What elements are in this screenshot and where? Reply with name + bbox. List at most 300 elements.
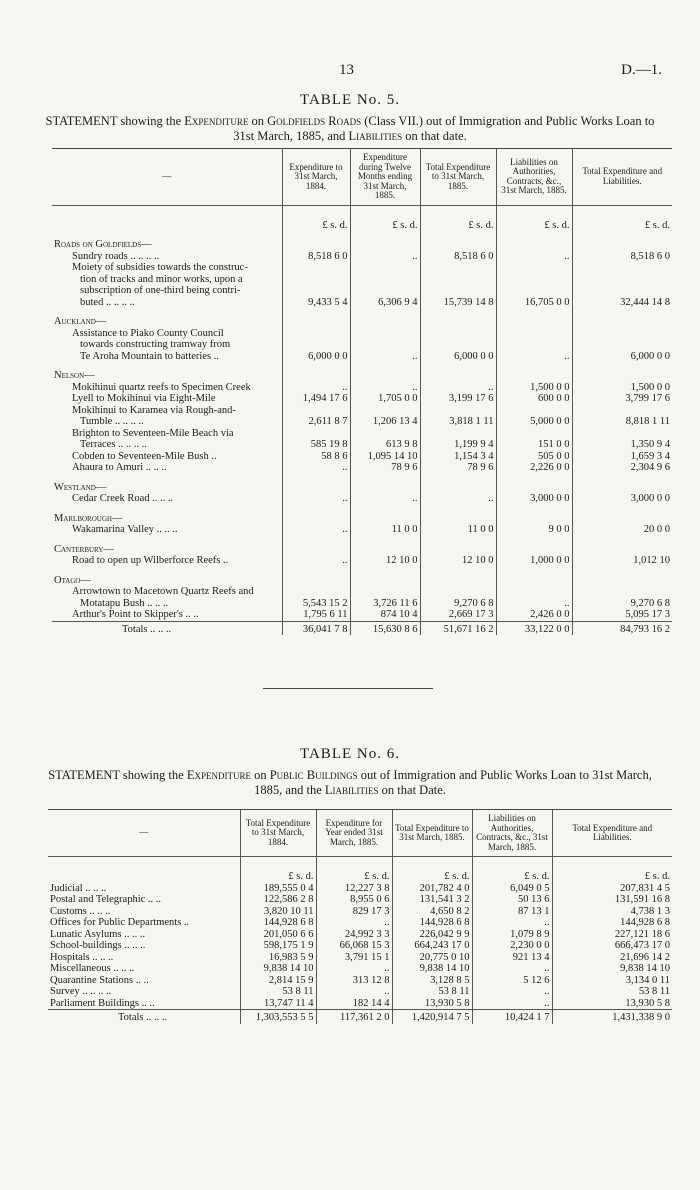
cell-value (572, 586, 672, 598)
table-row (52, 285, 672, 297)
cell-value (420, 285, 496, 297)
cell-value: 1,012 10 (572, 555, 672, 567)
table-row (52, 339, 672, 351)
cell-value: 4,650 8 2 (392, 906, 472, 918)
cell-value (350, 428, 420, 440)
cell-value: 8,518 6 0 (282, 251, 350, 263)
cell-value: 2,230 0 0 (472, 940, 552, 952)
currency-label: £ s. d. (316, 857, 392, 883)
cell-value (282, 405, 350, 417)
cell-value (420, 262, 496, 274)
currency-label: £ s. d. (240, 857, 316, 883)
row-label: Roads on Goldfields— (54, 239, 152, 250)
table-6-title: TABLE No. 6. (300, 746, 400, 762)
cell-value: 12 10 0 (350, 555, 420, 567)
cell-value (350, 285, 420, 297)
cell-value: 12,227 3 8 (316, 883, 392, 895)
cell-value: 2,226 0 0 (496, 462, 572, 474)
cell-value (496, 567, 572, 587)
cell-value (350, 328, 420, 340)
row-label: towards constructing tramway from (80, 339, 231, 350)
table-row (48, 929, 672, 941)
cell-value (420, 308, 496, 328)
row-label: Assistance to Piako County Council (72, 327, 224, 339)
row-label: Otago— (54, 574, 91, 586)
cell-value: .. (472, 963, 552, 975)
cell-value (572, 362, 672, 382)
cell-value: 20,775 0 10 (392, 952, 472, 964)
table-5 (52, 148, 672, 635)
table-row (48, 906, 672, 918)
cell-value: 3,726 11 6 (350, 598, 420, 610)
cell-value: 3,000 0 0 (496, 493, 572, 505)
table-row (52, 567, 672, 587)
table-row (48, 952, 672, 964)
currency-label: £ s. d. (282, 205, 350, 231)
cell-value: 53 8 11 (552, 986, 672, 998)
cell-value: 3,000 0 0 (572, 493, 672, 505)
cell-value (572, 308, 672, 328)
cell-value: .. (316, 917, 392, 929)
row-label: Postal and Telegraphic .. .. (50, 894, 162, 905)
cell-value (282, 308, 350, 328)
row-label: Parliament Buildings .. .. (50, 997, 155, 1009)
cell-value: 829 17 3 (316, 906, 392, 918)
cell-value: 6,000 0 0 (282, 351, 350, 363)
cell-value: 8,518 6 0 (420, 251, 496, 263)
cell-value: 8,955 0 6 (316, 894, 392, 906)
stmt-part: out of Immigration and Public Works Loan to 31st March, 1885, and the (254, 768, 652, 797)
cell-value (420, 428, 496, 440)
cell-value: 666,473 17 0 (552, 940, 672, 952)
currency-label: £ s. d. (472, 857, 552, 883)
cell-value (350, 536, 420, 556)
cell-value: 151 0 0 (496, 439, 572, 451)
table-6-body (48, 857, 672, 1024)
cell-value: 12 10 0 (420, 555, 496, 567)
total-value: 1,431,338 9 0 (552, 1010, 672, 1024)
table-row (48, 998, 672, 1010)
cell-value: .. (316, 963, 392, 975)
table-row (52, 262, 672, 274)
cell-value (420, 536, 496, 556)
row-label: Mokihinui to Karamea via Rough-and- (72, 404, 236, 416)
cell-value (496, 586, 572, 598)
row-label: Judicial .. .. .. (50, 882, 107, 894)
cell-value: 2,426 0 0 (496, 609, 572, 621)
cell-value: .. (350, 251, 420, 263)
table-row (52, 251, 672, 263)
cell-value: 874 10 4 (350, 609, 420, 621)
cell-value: .. (282, 555, 350, 567)
column-header: Total Expenditure to 31st March, 1884. (240, 810, 316, 857)
cell-value: 78 9 6 (420, 462, 496, 474)
cell-value (420, 231, 496, 251)
cell-value (420, 362, 496, 382)
cell-value: 1,000 0 0 (496, 555, 572, 567)
cell-value (420, 405, 496, 417)
cell-value: 9,838 14 10 (240, 963, 316, 975)
cell-value: 78 9 6 (350, 462, 420, 474)
cell-value: 144,928 6 8 (240, 917, 316, 929)
stmt-part: Goldfields Roads (267, 114, 362, 128)
cell-value: 1,500 0 0 (572, 382, 672, 394)
cell-value: 5,543 15 2 (282, 598, 350, 610)
table-row (52, 428, 672, 440)
cell-value (350, 567, 420, 587)
cell-value: 8,818 1 11 (572, 416, 672, 428)
cell-value (572, 231, 672, 251)
cell-value: 613 9 8 (350, 439, 420, 451)
cell-value: 13,747 11 4 (240, 998, 316, 1010)
row-label: tion of tracks and minor works, upon a (80, 273, 243, 285)
cell-value: 9,433 5 4 (282, 297, 350, 309)
row-label: Tumble .. .. .. .. (80, 416, 144, 427)
table-row (48, 940, 672, 952)
cell-value: .. (420, 382, 496, 394)
page-number: 13 (339, 62, 354, 78)
cell-value: 1,795 6 11 (282, 609, 350, 621)
cell-value: 131,541 3 2 (392, 894, 472, 906)
row-label: Cobden to Seventeen-Mile Bush .. (72, 450, 217, 462)
cell-value (496, 274, 572, 286)
column-header: Expenditure during Twelve Months ending 31st March, 1885. (350, 149, 420, 206)
table-row (52, 416, 672, 428)
cell-value (572, 285, 672, 297)
cell-value (350, 362, 420, 382)
row-label: Marlborough— (54, 512, 123, 524)
cell-value (350, 339, 420, 351)
cell-value: 1,494 17 6 (282, 393, 350, 405)
cell-value: 122,586 2 8 (240, 894, 316, 906)
stmt-part: Public Buildings (269, 768, 358, 782)
table-5-header-row (52, 149, 672, 206)
stmt-part: STATEMENT showing the (45, 114, 185, 128)
cell-value: 3,128 8 5 (392, 975, 472, 987)
cell-value: 1,154 3 4 (420, 451, 496, 463)
row-label: Offices for Public Departments .. (50, 917, 190, 928)
cell-value (572, 339, 672, 351)
stmt-part: Expenditure (186, 768, 251, 782)
cell-value: 189,555 0 4 (240, 883, 316, 895)
cell-value: 600 0 0 (496, 393, 572, 405)
cell-value: 131,591 16 8 (552, 894, 672, 906)
cell-value: .. (316, 986, 392, 998)
cell-value: .. (282, 524, 350, 536)
table-5-statement (40, 114, 660, 144)
cell-value: 201,782 4 0 (392, 883, 472, 895)
stmt-part: on that date. (402, 129, 467, 143)
column-header: Total Expenditure and Liabilities. (572, 149, 672, 206)
cell-value: 9,270 6 8 (572, 598, 672, 610)
total-value: 1,303,553 5 5 (240, 1010, 316, 1024)
column-header: Expenditure to 31st March, 1884. (282, 149, 350, 206)
table-row (52, 405, 672, 417)
cell-value: 505 0 0 (496, 451, 572, 463)
cell-value: 207,831 4 5 (552, 883, 672, 895)
column-header-description: — (52, 149, 282, 206)
currency-label: £ s. d. (392, 857, 472, 883)
cell-value: 144,928 6 8 (392, 917, 472, 929)
cell-value: 13,930 5 8 (392, 998, 472, 1010)
cell-value (496, 362, 572, 382)
cell-value (282, 474, 350, 494)
cell-value: 5 12 6 (472, 975, 552, 987)
row-label: Lunatic Asylums .. .. .. (50, 928, 146, 940)
table-row (48, 963, 672, 975)
cell-value: 1,079 8 9 (472, 929, 552, 941)
cell-value (420, 339, 496, 351)
cell-value: 3,199 17 6 (420, 393, 496, 405)
total-value: 1,420,914 7 5 (392, 1010, 472, 1024)
cell-value: 6,306 9 4 (350, 297, 420, 309)
cell-value: 2,304 9 6 (572, 462, 672, 474)
currency-row (52, 205, 672, 231)
cell-value (496, 428, 572, 440)
total-value: 117,361 2 0 (316, 1010, 392, 1024)
cell-value (282, 274, 350, 286)
cell-value: 5,000 0 0 (496, 416, 572, 428)
cell-value: 5,095 17 3 (572, 609, 672, 621)
cell-value: 226,042 9 9 (392, 929, 472, 941)
cell-value: 21,696 14 2 (552, 952, 672, 964)
cell-value (572, 428, 672, 440)
cell-value: .. (350, 382, 420, 394)
cell-value: 6,000 0 0 (572, 351, 672, 363)
cell-value: 144,928 6 8 (552, 917, 672, 929)
row-label: Canterbury— (54, 543, 114, 555)
currency-label: £ s. d. (572, 205, 672, 231)
table-row (48, 975, 672, 987)
cell-value (420, 274, 496, 286)
table-row (52, 598, 672, 610)
column-header-description: — (48, 810, 240, 857)
cell-value: 6,000 0 0 (420, 351, 496, 363)
cell-value (282, 231, 350, 251)
column-header: Total Expenditure and Liabilities. (552, 810, 672, 857)
cell-value: 16,705 0 0 (496, 297, 572, 309)
table-6-statement (40, 768, 660, 798)
currency-label: £ s. d. (496, 205, 572, 231)
cell-value: 585 19 8 (282, 439, 350, 451)
cell-value (282, 285, 350, 297)
table-row (48, 917, 672, 929)
cell-value (572, 505, 672, 525)
stmt-part: STATEMENT showing the (48, 768, 187, 782)
cell-value: 1,095 14 10 (350, 451, 420, 463)
cell-value: 53 8 11 (240, 986, 316, 998)
cell-value: .. (496, 598, 572, 610)
cell-value (420, 505, 496, 525)
table-row (52, 462, 672, 474)
cell-value (282, 328, 350, 340)
row-label: Brighton to Seventeen-Mile Beach via (72, 427, 234, 439)
total-value: 84,793 16 2 (572, 621, 672, 635)
row-label: Miscellaneous .. .. .. (50, 963, 135, 974)
cell-value (496, 474, 572, 494)
table-row (52, 586, 672, 598)
row-label: Nelson— (54, 370, 95, 381)
table-row (52, 297, 672, 309)
table-row (52, 351, 672, 363)
row-label: Te Aroha Mountain to batteries .. (80, 350, 219, 362)
cell-value (350, 274, 420, 286)
cell-value (350, 474, 420, 494)
row-label: Quarantine Stations .. .. (50, 974, 149, 986)
table-row (52, 609, 672, 621)
cell-value (420, 586, 496, 598)
table-row (52, 474, 672, 494)
cell-value: 1,206 13 4 (350, 416, 420, 428)
cell-value (350, 231, 420, 251)
row-label: Road to open up Wilberforce Reefs .. (72, 555, 229, 566)
cell-value: 3,134 0 11 (552, 975, 672, 987)
column-header: Total Expenditure to 31st March, 1885. (392, 810, 472, 857)
cell-value: .. (282, 382, 350, 394)
stmt-part: on (250, 768, 270, 782)
cell-value (496, 536, 572, 556)
cell-value (282, 362, 350, 382)
cell-value: 664,243 17 0 (392, 940, 472, 952)
cell-value: 9,270 6 8 (420, 598, 496, 610)
table-row (52, 308, 672, 328)
cell-value: .. (472, 917, 552, 929)
table-row (52, 362, 672, 382)
column-header: Expenditure for Year ended 31st March, 1885. (316, 810, 392, 857)
cell-value: .. (282, 462, 350, 474)
cell-value: 227,121 18 6 (552, 929, 672, 941)
cell-value: 6,049 0 5 (472, 883, 552, 895)
cell-value: .. (350, 351, 420, 363)
cell-value (496, 262, 572, 274)
row-label: Westland— (54, 481, 107, 493)
row-label: Survey .. .. .. .. (50, 986, 112, 997)
cell-value: .. (472, 998, 552, 1010)
row-label: Sundry roads .. .. .. .. (72, 250, 160, 262)
table-row (52, 555, 672, 567)
table-5-title: TABLE No. 5. (300, 92, 400, 108)
cell-value: 1,350 9 4 (572, 439, 672, 451)
table-row (52, 382, 672, 394)
cell-value (572, 328, 672, 340)
cell-value: 20 0 0 (572, 524, 672, 536)
cell-value (350, 505, 420, 525)
cell-value (350, 308, 420, 328)
cell-value: 87 13 1 (472, 906, 552, 918)
table-6-header-row (48, 810, 672, 857)
table-row (48, 894, 672, 906)
cell-value (282, 262, 350, 274)
row-label: Cedar Creek Road .. .. .. (72, 493, 174, 504)
row-label: Mokihinui quartz reefs to Specimen Creek (72, 381, 251, 393)
cell-value (496, 405, 572, 417)
total-value: 33,122 0 0 (496, 621, 572, 635)
cell-value: 182 14 4 (316, 998, 392, 1010)
cell-value: 32,444 14 8 (572, 297, 672, 309)
cell-value: 3,818 1 11 (420, 416, 496, 428)
cell-value (496, 308, 572, 328)
column-header: Liabilities on Authorities, Contracts, &c., 31st March, 1885. (496, 149, 572, 206)
row-label: Motatapu Bush .. .. .. (80, 597, 169, 609)
cell-value: 2,814 15 9 (240, 975, 316, 987)
stmt-part: Expenditure (184, 114, 249, 128)
row-label: Moiety of subsidies towards the construc- (72, 262, 248, 273)
cell-value (572, 405, 672, 417)
row-label: Lyell to Mokihinui via Eight-Mile (72, 393, 216, 404)
table-row (52, 328, 672, 340)
totals-label: Totals .. .. .. (52, 621, 282, 635)
cell-value: 4,738 1 3 (552, 906, 672, 918)
cell-value (350, 586, 420, 598)
row-label: subscription of one-third being contri- (80, 285, 241, 296)
cell-value (350, 405, 420, 417)
totals-row (48, 1010, 672, 1024)
cell-value (282, 567, 350, 587)
cell-value (572, 567, 672, 587)
cell-value: 201,050 6 6 (240, 929, 316, 941)
cell-value (420, 567, 496, 587)
cell-value (572, 536, 672, 556)
table-row (52, 439, 672, 451)
cell-value: 16,983 5 9 (240, 952, 316, 964)
cell-value: .. (496, 351, 572, 363)
cell-value: 3,799 17 6 (572, 393, 672, 405)
cell-value (420, 474, 496, 494)
total-value: 10,424 1 7 (472, 1010, 552, 1024)
table-row (52, 274, 672, 286)
table-6 (48, 809, 672, 1024)
totals-label: Totals .. .. .. (48, 1010, 240, 1024)
row-label: Hospitals .. .. .. (50, 951, 114, 963)
row-label: Customs .. .. .. (50, 905, 111, 917)
divider-rule (263, 688, 433, 689)
table-row (52, 524, 672, 536)
cell-value (496, 231, 572, 251)
cell-value (282, 505, 350, 525)
row-label: Wakamarina Valley .. .. .. (72, 524, 178, 535)
cell-value (572, 274, 672, 286)
row-label: School-buildings .. .. .. (50, 940, 146, 951)
stmt-part: Liabilities (348, 129, 403, 143)
table-row (52, 393, 672, 405)
cell-value: 3,820 10 11 (240, 906, 316, 918)
cell-value: 9 0 0 (496, 524, 572, 536)
row-label: Arthur's Point to Skipper's .. .. (72, 609, 199, 620)
cell-value: 2,611 8 7 (282, 416, 350, 428)
cell-value: 598,175 1 9 (240, 940, 316, 952)
column-header: Liabilities on Authorities, Contracts, &c., 31st March, 1885. (472, 810, 552, 857)
cell-value: .. (350, 493, 420, 505)
cell-value (496, 285, 572, 297)
row-label: Auckland— (54, 316, 107, 327)
column-header: Total Expenditure to 31st March, 1885. (420, 149, 496, 206)
table-row (52, 231, 672, 251)
cell-value: 1,659 3 4 (572, 451, 672, 463)
cell-value (282, 339, 350, 351)
cell-value: 313 12 8 (316, 975, 392, 987)
cell-value (282, 586, 350, 598)
table-row (48, 986, 672, 998)
table-5-body (52, 205, 672, 635)
cell-value: 921 13 4 (472, 952, 552, 964)
cell-value: .. (472, 986, 552, 998)
table-row (52, 505, 672, 525)
cell-value: 2,669 17 3 (420, 609, 496, 621)
cell-value: 9,838 14 10 (392, 963, 472, 975)
row-label: Arrowtown to Macetown Quartz Reefs and (72, 586, 254, 597)
cell-value: 58 8 6 (282, 451, 350, 463)
cell-value: .. (496, 251, 572, 263)
